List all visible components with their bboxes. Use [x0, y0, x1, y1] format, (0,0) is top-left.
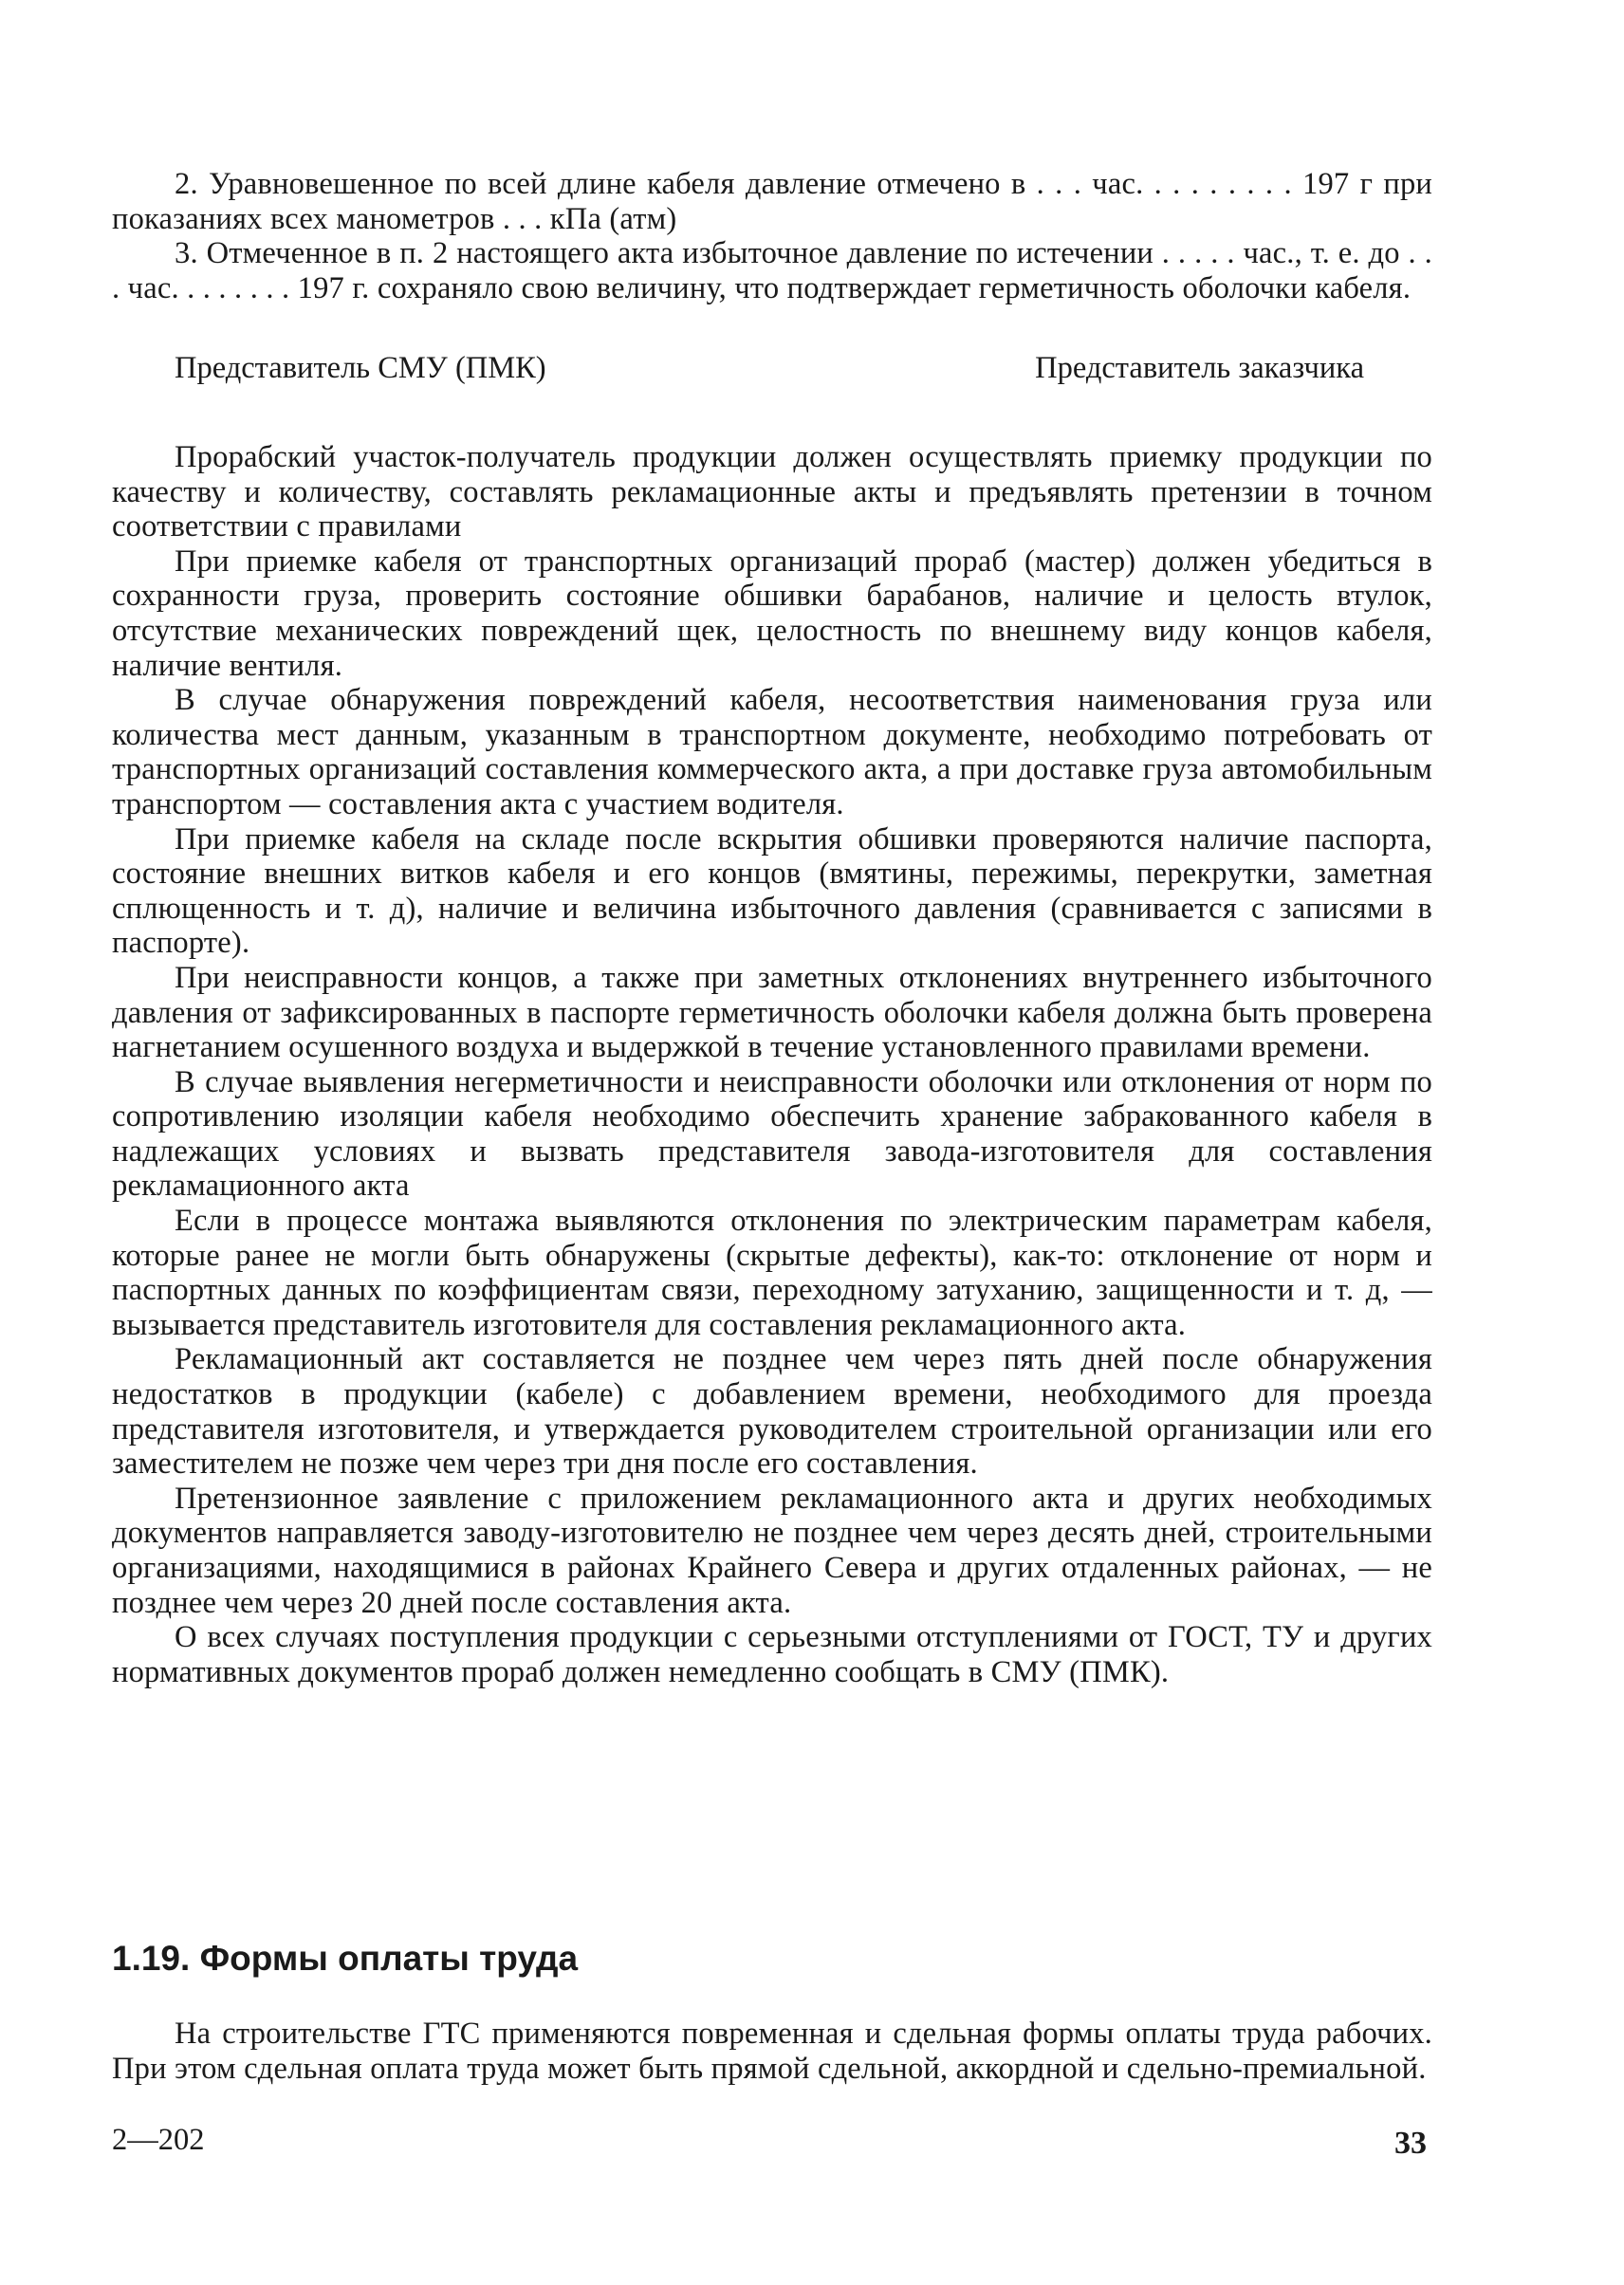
act-text — [112, 167, 1432, 305]
body-text — [112, 440, 1432, 1689]
paragraph: Если в процессе монтажа выявляются отклонения по электрическим параметрам кабеля, которые ранее не могли быть обнаружены (скрытые дефекты), как-то: отклонение от норм и паспортных данных по коэффициентам связи, переходному затуханию, защищенности и т. д, — вызывается представитель изготовителя для составления рекламационного акта. — [112, 1204, 1432, 1342]
customer-representative-label: Представитель заказчика — [1035, 351, 1364, 385]
paragraph: При приемке кабеля от транспортных организаций прораб (мастер) должен убедиться в сохранности груза, проверить состояние обшивки барабанов, наличие и целость втулок, отсутствие механических повреждений щек, целостность по внешнему виду концов кабеля, наличие вентиля. — [112, 544, 1432, 683]
act-item-3: 3. Отмеченное в п. 2 настоящего акта избыточное давление по истечении . . . . . час., т. е. до . . . час. . . . . . . . 197 г. сохраняло свою величину, что подтверждает герметичность оболочки кабеля. — [112, 236, 1432, 305]
paragraph: При неисправности концов, а также при заметных отклонениях внутреннего избыточного давления от зафиксированных в паспорте герметичность оболочки кабеля должна быть проверена нагнетанием осушенного воздуха и выдержкой в течение установленного правилами времени. — [112, 960, 1432, 1065]
paragraph: В случае выявления негерметичности и неисправности оболочки или отклонения от норм по сопротивлению изоляции кабеля необходимо обеспечить хранение забракованного кабеля в надлежащих условиях и вызвать представителя завода-изготовителя для составления рекламационного акта — [112, 1064, 1432, 1204]
printer-signature-mark: 2—202 — [112, 2123, 205, 2157]
paragraph: Рекламационный акт составляется не позднее чем через пять дней после обнаружения недостатков в продукции (кабеле) с добавлением времени, необходимого для проезда представителя изготовителя, и утверждается руководителем строительной организации или его заместителем не позже чем через три дня после его составления. — [112, 1342, 1432, 1482]
paragraph: О всех случаях поступления продукции с серьезными отступлениями от ГОСТ, ТУ и других нормативных документов прораб должен немедленно сообщать в СМУ (ПМК). — [112, 1620, 1432, 1689]
contractor-representative-label: Представитель СМУ (ПМК) — [175, 351, 546, 385]
page-number: 33 — [1394, 2126, 1427, 2161]
paragraph: На строительстве ГТС применяются повременная и сдельная формы оплаты труда рабочих. При этом сдельная оплата труда может быть прямой сдельной, аккордной и сдельно-премиальной. — [112, 2017, 1432, 2086]
paragraph: Прорабский участок-получатель продукции должен осуществлять приемку продукции по качеству и количеству, составлять рекламационные акты и предъявлять претензии в точном соответствии с правилами — [112, 440, 1432, 544]
paragraph: В случае обнаружения повреждений кабеля, несоответствия наименования груза или количества мест данным, указанным в транспортном документе, необходимо потребовать от транспортных организаций составления коммерческого акта, а при доставке груза автомобильным транспортом — составления акта с участием водителя. — [112, 683, 1432, 821]
section-heading: 1.19. Формы оплаты труда — [112, 1939, 579, 1978]
paragraph: При приемке кабеля на складе после вскрытия обшивки проверяются наличие паспорта, состояние внешних витков кабеля и его концов (вмятины, пережимы, перекрутки, заметная сплющенность и т. д), наличие и величина избыточного давления (сравнивается с записями в паспорте). — [112, 821, 1432, 961]
act-item-2: 2. Уравновешенное по всей длине кабеля давление отмечено в . . . час. . . . . . . . . 197 г при показаниях всех манометров . . . кПа (атм) — [112, 167, 1432, 236]
paragraph: Претензионное заявление с приложением рекламационного акта и других необходимых документов направляется заводу-изготовителю не позднее чем через десять дней, строительными организациями, находящимися в районах Крайнего Севера и других отдаленных районах, — не позднее чем через 20 дней после составления акта. — [112, 1481, 1432, 1620]
signature-row — [175, 349, 1364, 387]
section-text — [112, 2017, 1432, 2086]
